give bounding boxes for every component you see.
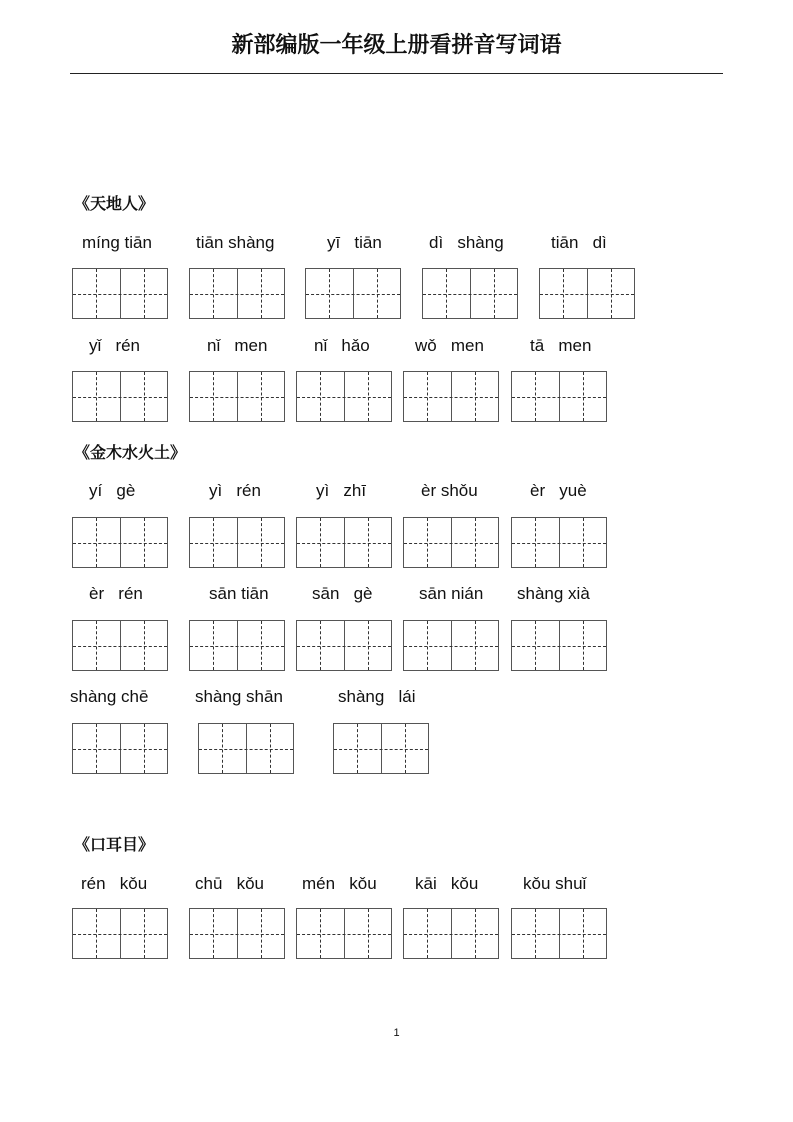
- pinyin-label: sān gè: [312, 584, 373, 603]
- writing-grid-box[interactable]: [296, 371, 392, 422]
- writing-grid-box[interactable]: [403, 620, 499, 671]
- writing-grid-box[interactable]: [305, 268, 401, 319]
- writing-grid-box[interactable]: [511, 371, 607, 422]
- pinyin-label: tiān dì: [551, 233, 607, 252]
- pinyin-label: wǒ men: [415, 336, 484, 355]
- pinyin-label: èr yuè: [530, 481, 587, 500]
- pinyin-label: èr rén: [89, 584, 143, 603]
- writing-grid-box[interactable]: [72, 268, 168, 319]
- pinyin-label: shàng xià: [517, 584, 590, 603]
- section-heading: 《金木水火土》: [74, 443, 187, 462]
- section-heading: 《天地人》: [74, 194, 155, 213]
- writing-grid-box[interactable]: [511, 517, 607, 568]
- pinyin-label: yì zhī: [316, 481, 367, 500]
- section-heading: 《口耳目》: [74, 835, 155, 854]
- pinyin-label: míng tiān: [82, 233, 152, 252]
- writing-grid-box[interactable]: [72, 517, 168, 568]
- pinyin-label: shàng shān: [195, 687, 283, 706]
- pinyin-label: shàng chē: [70, 687, 149, 706]
- title-divider: [70, 73, 723, 74]
- pinyin-label: yī tiān: [327, 233, 382, 252]
- pinyin-label: mén kǒu: [302, 874, 377, 893]
- writing-grid-box[interactable]: [72, 908, 168, 959]
- writing-grid-box[interactable]: [422, 268, 518, 319]
- page-number: 1: [393, 1027, 400, 1039]
- writing-grid-box[interactable]: [72, 620, 168, 671]
- writing-grid-box[interactable]: [72, 371, 168, 422]
- pinyin-label: chū kǒu: [195, 874, 264, 893]
- writing-grid-box[interactable]: [511, 908, 607, 959]
- writing-grid-box[interactable]: [189, 620, 285, 671]
- writing-grid-box[interactable]: [296, 517, 392, 568]
- writing-grid-box[interactable]: [189, 268, 285, 319]
- writing-grid-box[interactable]: [333, 723, 429, 774]
- pinyin-label: yí gè: [89, 481, 136, 500]
- pinyin-label: rén kǒu: [81, 874, 148, 893]
- pinyin-label: kǒu shuǐ: [523, 874, 587, 893]
- writing-grid-box[interactable]: [539, 268, 635, 319]
- writing-grid-box[interactable]: [403, 371, 499, 422]
- writing-grid-box[interactable]: [189, 517, 285, 568]
- pinyin-label: kāi kǒu: [415, 874, 479, 893]
- page-title: 新部编版一年级上册看拼音写词语: [231, 33, 562, 58]
- pinyin-label: èr shǒu: [421, 481, 478, 500]
- writing-grid-box[interactable]: [198, 723, 294, 774]
- writing-grid-box[interactable]: [189, 371, 285, 422]
- writing-grid-box[interactable]: [403, 517, 499, 568]
- writing-grid-box[interactable]: [72, 723, 168, 774]
- pinyin-label: nǐ hǎo: [314, 336, 370, 355]
- pinyin-label: tā men: [530, 336, 592, 355]
- pinyin-label: yì rén: [209, 481, 261, 500]
- pinyin-label: yǐ rén: [89, 336, 141, 355]
- pinyin-label: nǐ men: [207, 336, 268, 355]
- writing-grid-box[interactable]: [511, 620, 607, 671]
- pinyin-label: sān tiān: [209, 584, 269, 603]
- pinyin-label: sān nián: [419, 584, 484, 603]
- pinyin-label: dì shàng: [429, 233, 504, 252]
- writing-grid-box[interactable]: [403, 908, 499, 959]
- writing-grid-box[interactable]: [296, 908, 392, 959]
- writing-grid-box[interactable]: [189, 908, 285, 959]
- writing-grid-box[interactable]: [296, 620, 392, 671]
- pinyin-label: shàng lái: [338, 687, 416, 706]
- pinyin-label: tiān shàng: [196, 233, 275, 252]
